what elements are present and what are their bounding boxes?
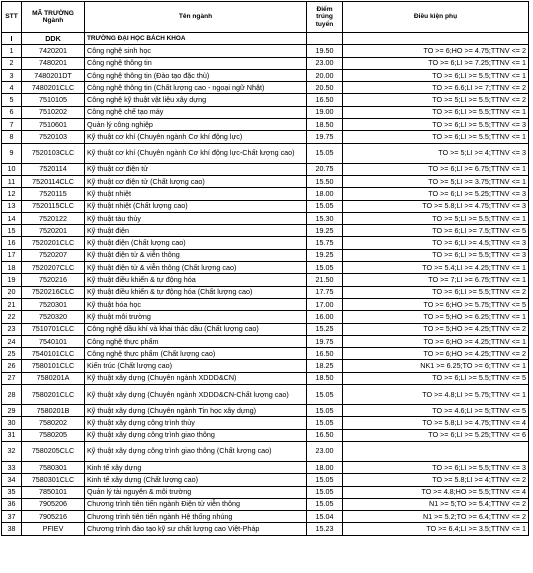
row-condition: TO >= 4.8;HO >= 5.5;TTNV <= 4: [343, 486, 529, 498]
row-condition: TO >= 6;LI >= 5.5;TTNV <= 2: [343, 286, 529, 298]
row-condition: TO >= 6.6;LI >= 7;TTNV <= 2: [343, 82, 529, 94]
row-code: 7580201A: [22, 372, 85, 384]
table-row: [2, 262, 529, 274]
row-condition: TO >= 6;LI >= 5.5;TTNV <= 3: [343, 461, 529, 473]
row-condition: TO >= 6;LI >= 6.75;TTNV <= 1: [343, 163, 529, 175]
row-stt: 33: [2, 461, 22, 473]
table-row: [2, 45, 529, 57]
row-condition: TO >= 5;HO >= 4.25;TTNV <= 2: [343, 323, 529, 335]
row-name: Quản lý công nghiệp: [85, 119, 307, 131]
row-condition: TO >= 5.8;LI >= 4.75;TTNV <= 3: [343, 200, 529, 212]
table-row: [2, 225, 529, 237]
row-score: 16.00: [307, 311, 343, 323]
row-name: Chương trình tiên tiến ngành Điện tử viễn thông: [85, 498, 307, 510]
row-score: 15.75: [307, 237, 343, 249]
row-name: Kỹ thuật xây dựng (Chuyên ngành Tin học xây dựng): [85, 405, 307, 417]
table-row: [2, 286, 529, 298]
table-row: [2, 417, 529, 429]
row-code: 7520201CLC: [22, 237, 85, 249]
admission-table: [1, 1, 529, 536]
row-code: 7510701CLC: [22, 323, 85, 335]
row-stt: 16: [2, 237, 22, 249]
row-name: Công nghệ thực phẩm (Chất lượng cao): [85, 348, 307, 360]
row-code: 7580301CLC: [22, 474, 85, 486]
row-code: 7520301: [22, 298, 85, 310]
row-stt: 7: [2, 119, 22, 131]
row-stt: 10: [2, 163, 22, 175]
row-condition: TO >= 5;LI >= 5.5;TTNV <= 1: [343, 212, 529, 224]
table-row: [2, 119, 529, 131]
row-condition: TO >= 5.8;LI >= 4.75;TTNV <= 4: [343, 417, 529, 429]
table-row: [2, 461, 529, 473]
header-stt: STT: [2, 2, 22, 33]
row-stt: 4: [2, 82, 22, 94]
row-condition: TO >= 5.8;LI >= 4;TTNV <= 2: [343, 474, 529, 486]
row-stt: 21: [2, 298, 22, 310]
row-score: 20.00: [307, 69, 343, 81]
row-condition: TO >= 6;LI >= 5.5;TTNV <= 5: [343, 372, 529, 384]
row-score: 15.05: [307, 417, 343, 429]
row-name: Công nghệ thông tin (Chất lượng cao - ngoại ngữ Nhật): [85, 82, 307, 94]
row-name: Kỹ thuật cơ khí (Chuyên ngành Cơ khí động lực-Chất lượng cao): [85, 143, 307, 163]
row-name: Kiến trúc (Chất lượng cao): [85, 360, 307, 372]
group-stt: I: [2, 33, 22, 45]
row-code: 7520115: [22, 188, 85, 200]
row-stt: 6: [2, 106, 22, 118]
row-code: 7580205CLC: [22, 441, 85, 461]
row-name: Công nghệ thông tin: [85, 57, 307, 69]
row-name: Kỹ thuật điện tử & viễn thông (Chất lượng cao): [85, 262, 307, 274]
row-name: Kỹ thuật cơ điện tử: [85, 163, 307, 175]
table-row: [2, 94, 529, 106]
row-score: 20.75: [307, 163, 343, 175]
row-stt: 9: [2, 143, 22, 163]
row-name: Công nghệ thực phẩm: [85, 335, 307, 347]
row-score: 15.05: [307, 200, 343, 212]
row-code: 7520114CLC: [22, 175, 85, 187]
row-score: 23.00: [307, 57, 343, 69]
row-name: Chương trình tiên tiến ngành Hệ thống nhúng: [85, 511, 307, 523]
row-code: 7580202: [22, 417, 85, 429]
row-name: Kỹ thuật môi trường: [85, 311, 307, 323]
row-score: 19.25: [307, 249, 343, 261]
row-score: 15.05: [307, 262, 343, 274]
row-code: 7520216CLC: [22, 286, 85, 298]
row-stt: 29: [2, 405, 22, 417]
row-stt: 8: [2, 131, 22, 143]
row-name: Kỹ thuật xây dựng công trình giao thông (Chất lượng cao): [85, 441, 307, 461]
row-name: Kỹ thuật nhiệt (Chất lượng cao): [85, 200, 307, 212]
row-stt: 26: [2, 360, 22, 372]
row-score: 18.25: [307, 360, 343, 372]
row-code: 7905216: [22, 511, 85, 523]
row-score: 17.00: [307, 298, 343, 310]
row-condition: TO >= 6;LI >= 5.25;TTNV <= 6: [343, 429, 529, 441]
row-stt: 22: [2, 311, 22, 323]
row-stt: 38: [2, 523, 22, 535]
table-row: [2, 57, 529, 69]
row-score: 15.25: [307, 323, 343, 335]
row-stt: 30: [2, 417, 22, 429]
row-score: 15.05: [307, 474, 343, 486]
header-condition: Điều kiện phụ: [343, 2, 529, 33]
row-name: Kỹ thuật điện (Chất lượng cao): [85, 237, 307, 249]
table-row: [2, 131, 529, 143]
row-stt: 25: [2, 348, 22, 360]
row-name: Công nghệ kỹ thuật vật liệu xây dựng: [85, 94, 307, 106]
row-stt: 5: [2, 94, 22, 106]
row-score: 15.50: [307, 175, 343, 187]
row-code: 7520103: [22, 131, 85, 143]
table-row: [2, 405, 529, 417]
table-row: [2, 360, 529, 372]
row-name: Kỹ thuật điện tử & viễn thông: [85, 249, 307, 261]
row-score: 15.05: [307, 405, 343, 417]
row-stt: 3: [2, 69, 22, 81]
row-condition: TO >= 5;LI >= 5.5;TTNV <= 2: [343, 94, 529, 106]
table-row: [2, 372, 529, 384]
row-condition: N1 >= 5;TO >= 5.4;TTNV <= 2: [343, 498, 529, 510]
row-condition: [343, 441, 529, 461]
table-row: [2, 175, 529, 187]
table-row: [2, 163, 529, 175]
table-row: [2, 311, 529, 323]
table-row: [2, 486, 529, 498]
row-condition: TO >= 6;HO >= 5.75;TTNV <= 5: [343, 298, 529, 310]
row-name: Kỹ thuật hóa học: [85, 298, 307, 310]
header-name: Tên ngành: [85, 2, 307, 33]
table-row: [2, 385, 529, 405]
row-stt: 19: [2, 274, 22, 286]
row-name: Công nghệ chế tạo máy: [85, 106, 307, 118]
row-name: Kỹ thuật cơ khí (Chuyên ngành Cơ khí động lực): [85, 131, 307, 143]
row-name: Kỹ thuật nhiệt: [85, 188, 307, 200]
row-code: 7580201CLC: [22, 385, 85, 405]
row-name: Kinh tế xây dựng: [85, 461, 307, 473]
row-score: 19.00: [307, 106, 343, 118]
table-row: [2, 249, 529, 261]
table-row: [2, 212, 529, 224]
row-condition: NK1 >= 6.25;TO >= 6;TTNV <= 1: [343, 360, 529, 372]
row-score: 19.75: [307, 131, 343, 143]
row-condition: TO >= 4.8;LI >= 5.75;TTNV <= 1: [343, 385, 529, 405]
table-row: [2, 498, 529, 510]
row-name: Kỹ thuật điện: [85, 225, 307, 237]
row-score: 15.05: [307, 143, 343, 163]
row-stt: 31: [2, 429, 22, 441]
row-code: 7520122: [22, 212, 85, 224]
row-stt: 32: [2, 441, 22, 461]
table-row: [2, 335, 529, 347]
row-code: 7520207CLC: [22, 262, 85, 274]
row-condition: TO >= 6;LI >= 5.25;TTNV <= 3: [343, 188, 529, 200]
table-row: [2, 511, 529, 523]
row-code: 7580201B: [22, 405, 85, 417]
row-name: Chương trình đào tạo kỹ sư chất lượng cao Việt-Pháp: [85, 523, 307, 535]
row-stt: 35: [2, 486, 22, 498]
row-name: Công nghệ dầu khí và khai thác dầu (Chất lượng cao): [85, 323, 307, 335]
row-stt: 24: [2, 335, 22, 347]
row-condition: TO >= 5;LI >= 3.75;TTNV <= 1: [343, 175, 529, 187]
row-code: 7580205: [22, 429, 85, 441]
row-stt: 34: [2, 474, 22, 486]
row-score: 19.25: [307, 225, 343, 237]
row-condition: TO >= 5.4;LI >= 4.25;TTNV <= 1: [343, 262, 529, 274]
row-condition: TO >= 5;HO >= 6.25;TTNV <= 1: [343, 311, 529, 323]
row-name: Kỹ thuật điều khiển & tự động hóa (Chất lượng cao): [85, 286, 307, 298]
row-code: PFIEV: [22, 523, 85, 535]
row-condition: TO >= 6;LI >= 4.5;TTNV <= 3: [343, 237, 529, 249]
row-score: 16.50: [307, 429, 343, 441]
row-score: 18.00: [307, 188, 343, 200]
row-name: Kỹ thuật xây dựng công trình giao thông: [85, 429, 307, 441]
row-score: 17.75: [307, 286, 343, 298]
row-score: 15.23: [307, 523, 343, 535]
header-code: MÃ TRƯỜNG Ngành: [22, 2, 85, 33]
row-score: 15.05: [307, 385, 343, 405]
row-score: 15.30: [307, 212, 343, 224]
row-code: 7510105: [22, 94, 85, 106]
row-stt: 1: [2, 45, 22, 57]
row-code: 7480201DT: [22, 69, 85, 81]
row-score: 21.50: [307, 274, 343, 286]
row-stt: 12: [2, 188, 22, 200]
row-code: 7420201: [22, 45, 85, 57]
row-condition: TO >= 6;LI >= 7.25;TTNV <= 1: [343, 57, 529, 69]
row-name: Kỹ thuật xây dựng công trình thủy: [85, 417, 307, 429]
row-score: 16.50: [307, 94, 343, 106]
header-row: [2, 2, 529, 33]
row-score: 15.04: [307, 511, 343, 523]
row-stt: 13: [2, 200, 22, 212]
row-code: 7520320: [22, 311, 85, 323]
row-code: 7905206: [22, 498, 85, 510]
row-stt: 20: [2, 286, 22, 298]
row-code: 7580301: [22, 461, 85, 473]
row-score: 18.50: [307, 372, 343, 384]
row-score: 18.00: [307, 461, 343, 473]
row-stt: 28: [2, 385, 22, 405]
row-condition: TO >= 6;LI >= 5.5;TTNV <= 1: [343, 69, 529, 81]
row-condition: TO >= 6;LI >= 7.5;TTNV <= 5: [343, 225, 529, 237]
row-code: 7520103CLC: [22, 143, 85, 163]
row-condition: N1 >= 5.2;TO >= 6.4;TTNV <= 2: [343, 511, 529, 523]
row-condition: TO >= 6;LI >= 5.5;TTNV <= 3: [343, 249, 529, 261]
table-row: [2, 143, 529, 163]
row-score: 23.00: [307, 441, 343, 461]
row-code: 7520216: [22, 274, 85, 286]
group-code: DDK: [22, 33, 85, 45]
row-condition: TO >= 6;LI >= 5.5;TTNV <= 1: [343, 131, 529, 143]
row-code: 7520201: [22, 225, 85, 237]
row-name: Công nghệ thông tin (Đào tạo đặc thù): [85, 69, 307, 81]
row-condition: TO >= 6;HO >= 4.25;TTNV <= 1: [343, 335, 529, 347]
header-score: Điểm trúng tuyển: [307, 2, 343, 33]
table-row: [2, 237, 529, 249]
row-name: Quản lý tài nguyên & môi trường: [85, 486, 307, 498]
group-condition: [343, 33, 529, 45]
row-stt: 15: [2, 225, 22, 237]
row-code: 7480201: [22, 57, 85, 69]
row-condition: TO >= 7;LI >= 6.75;TTNV <= 1: [343, 274, 529, 286]
row-code: 7510601: [22, 119, 85, 131]
row-name: Công nghệ sinh học: [85, 45, 307, 57]
row-code: 7520114: [22, 163, 85, 175]
row-stt: 23: [2, 323, 22, 335]
row-name: Kỹ thuật điều khiển & tự động hóa: [85, 274, 307, 286]
row-code: 7520115CLC: [22, 200, 85, 212]
row-score: 15.05: [307, 486, 343, 498]
row-stt: 17: [2, 249, 22, 261]
row-code: 7510202: [22, 106, 85, 118]
row-name: Kỹ thuật tàu thủy: [85, 212, 307, 224]
row-name: Kỹ thuật xây dựng (Chuyên ngành XDDD&CN-Chất lượng cao): [85, 385, 307, 405]
row-code: 7480201CLC: [22, 82, 85, 94]
table-row: [2, 474, 529, 486]
row-condition: TO >= 6;LI >= 5.5;TTNV <= 1: [343, 106, 529, 118]
row-condition: TO >= 4.6;LI >= 5;TTNV <= 5: [343, 405, 529, 417]
row-name: Kinh tế xây dựng (Chất lượng cao): [85, 474, 307, 486]
group-name: TRƯỜNG ĐẠI HỌC BÁCH KHOA: [85, 33, 307, 45]
row-code: 7540101CLC: [22, 348, 85, 360]
table-row: [2, 188, 529, 200]
row-code: 7580101CLC: [22, 360, 85, 372]
row-stt: 11: [2, 175, 22, 187]
row-name: Kỹ thuật xây dựng (Chuyên ngành XDDD&CN): [85, 372, 307, 384]
row-condition: TO >= 6;HO >= 4.75;TTNV <= 2: [343, 45, 529, 57]
row-condition: TO >= 6;LI >= 5.5;TTNV <= 3: [343, 119, 529, 131]
table-row: [2, 69, 529, 81]
row-stt: 14: [2, 212, 22, 224]
table-row: [2, 200, 529, 212]
row-score: 16.50: [307, 348, 343, 360]
table-row: [2, 106, 529, 118]
row-score: 19.50: [307, 45, 343, 57]
row-score: 20.50: [307, 82, 343, 94]
row-code: 7850101: [22, 486, 85, 498]
table-row: [2, 274, 529, 286]
row-code: 7540101: [22, 335, 85, 347]
table-row: [2, 348, 529, 360]
table-row: [2, 429, 529, 441]
row-stt: 37: [2, 511, 22, 523]
row-condition: TO >= 6;HO >= 4.25;TTNV <= 2: [343, 348, 529, 360]
row-condition: TO >= 6.4;LI >= 3.5;TTNV <= 1: [343, 523, 529, 535]
row-stt: 36: [2, 498, 22, 510]
row-stt: 18: [2, 262, 22, 274]
row-condition: TO >= 5;LI >= 4;TTNV <= 3: [343, 143, 529, 163]
row-name: Kỹ thuật cơ điện tử (Chất lượng cao): [85, 175, 307, 187]
table-row: [2, 523, 529, 535]
row-stt: 27: [2, 372, 22, 384]
row-score: 19.75: [307, 335, 343, 347]
table-row: [2, 82, 529, 94]
row-code: 7520207: [22, 249, 85, 261]
row-score: 18.50: [307, 119, 343, 131]
table-row: [2, 298, 529, 310]
group-score: [307, 33, 343, 45]
table-row: [2, 323, 529, 335]
row-stt: 2: [2, 57, 22, 69]
table-row: [2, 441, 529, 461]
row-score: 15.05: [307, 498, 343, 510]
group-row: [2, 33, 529, 45]
